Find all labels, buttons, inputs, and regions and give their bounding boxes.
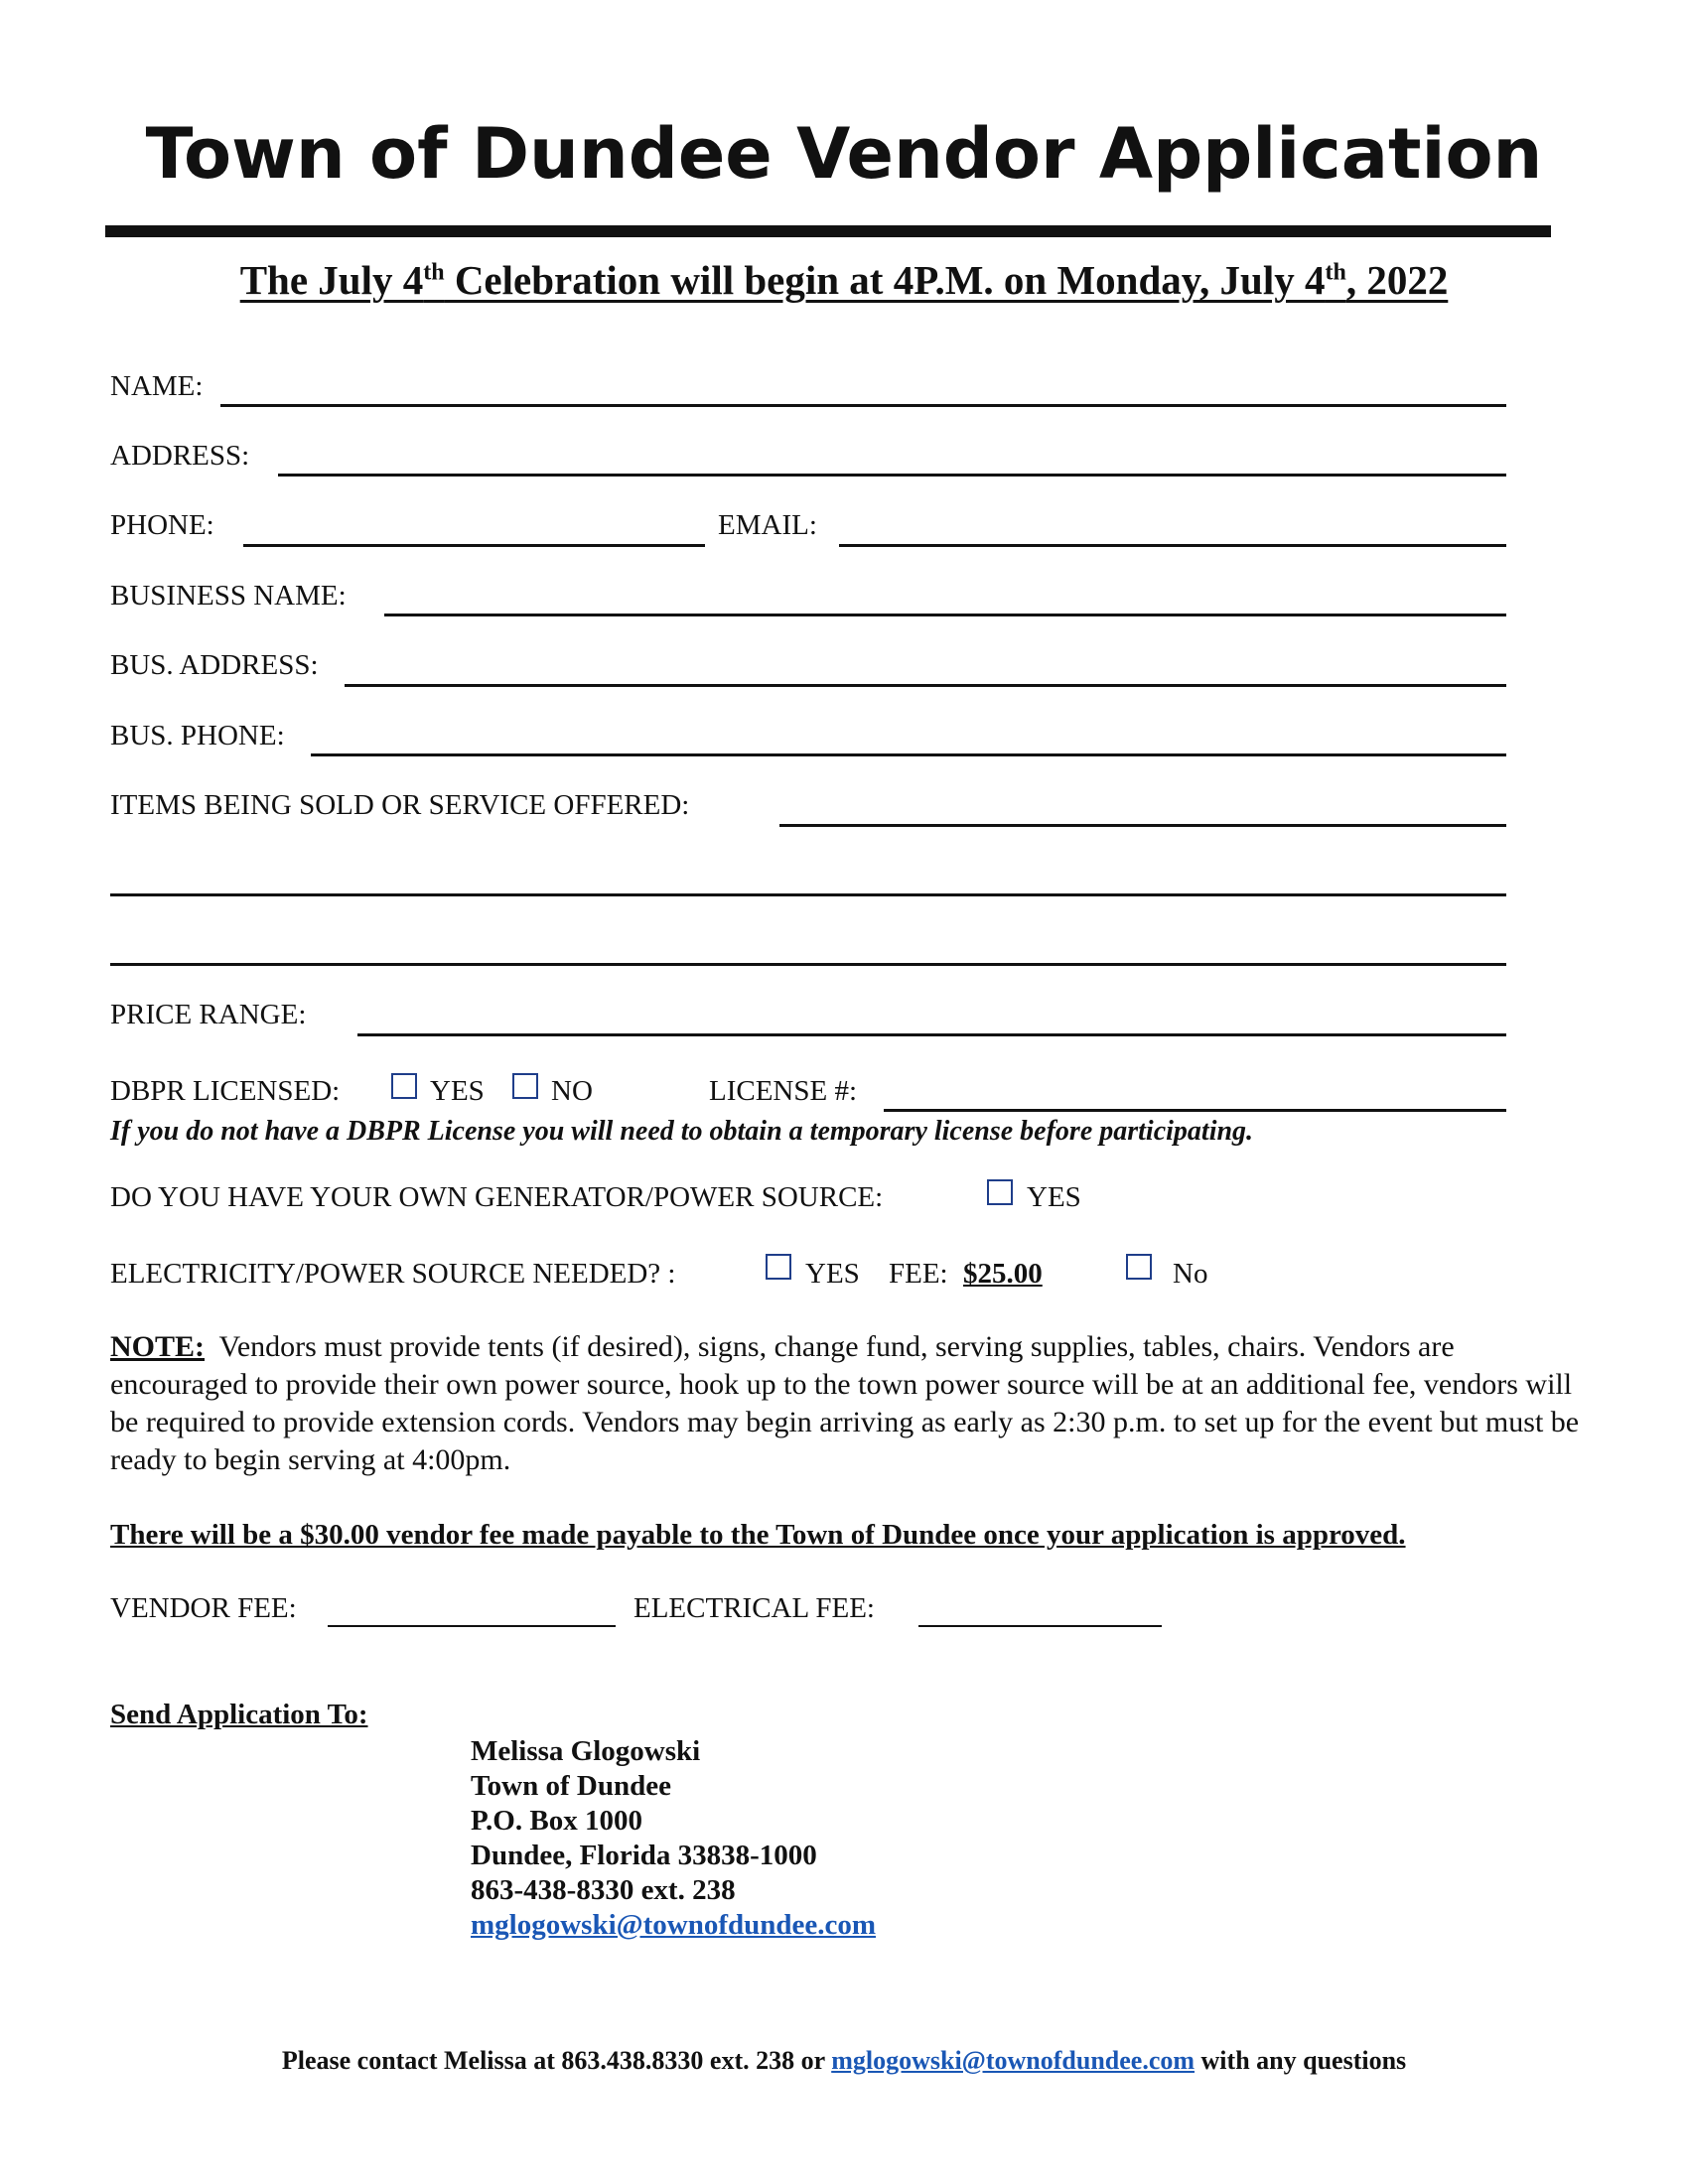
title-divider — [105, 225, 1551, 237]
dbpr-note: If you do not have a DBPR License you will need to obtain a temporary license before participating. — [110, 1116, 1254, 1147]
footer-after: with any questions — [1195, 2046, 1407, 2075]
items-label: ITEMS BEING SOLD OR SERVICE OFFERED: — [110, 789, 690, 821]
dbpr-label: DBPR LICENSED: — [110, 1075, 341, 1107]
contact-po-box: P.O. Box 1000 — [471, 1805, 642, 1837]
electricity-no-label: No — [1173, 1258, 1208, 1290]
address-field[interactable] — [278, 474, 1506, 477]
electrical-fee-field[interactable] — [918, 1625, 1162, 1627]
contact-email-link[interactable]: mglogowski@townofdundee.com — [471, 1909, 877, 1941]
contact-city: Dundee, Florida 33838-1000 — [471, 1840, 817, 1871]
phone-field[interactable] — [243, 544, 705, 547]
electricity-no-checkbox[interactable] — [1126, 1254, 1152, 1282]
license-label: LICENSE #: — [709, 1075, 858, 1107]
page-title: Town of Dundee Vendor Application — [145, 113, 1543, 195]
bus-address-field[interactable] — [345, 684, 1506, 687]
electricity-yes-checkbox[interactable] — [766, 1254, 791, 1282]
note-text: Vendors must provide tents (if desired), signs, change fund, serving supplies, tables, chairs. Vendors are encouraged to provide their own power source, hook up to the town power source will be at an additional fee, vendors will be required to provide extension cords. Vendors may begin arriving as early as 2:30 p.m. to set up for the event but must be ready to begin serving at 4:00pm. — [110, 1330, 1580, 1476]
electrical-fee-label: ELECTRICAL FEE: — [633, 1592, 875, 1624]
name-field[interactable] — [220, 404, 1506, 407]
bus-address-label: BUS. ADDRESS: — [110, 649, 319, 681]
subtitle-part2: Celebration will begin at 4P.M. on Monday, July 4 — [444, 257, 1326, 303]
footer-before: Please contact Melissa at 863.438.8330 ext. 238 or — [281, 2046, 832, 2075]
address-label: ADDRESS: — [110, 440, 250, 472]
send-to-heading: Send Application To: — [110, 1699, 368, 1730]
items-field[interactable] — [779, 824, 1506, 827]
contact-phone: 863-438-8330 ext. 238 — [471, 1874, 736, 1906]
items-field-line-3[interactable] — [110, 963, 1506, 966]
vendor-fee-label: VENDOR FEE: — [110, 1592, 297, 1624]
subtitle-part3: , 2022 — [1345, 257, 1449, 303]
send-to-address — [471, 1734, 876, 1943]
dbpr-yes-label: YES — [430, 1075, 485, 1107]
footer-contact — [0, 2046, 1688, 2076]
generator-label: DO YOU HAVE YOUR OWN GENERATOR/POWER SOURCE: — [110, 1181, 884, 1213]
email-field[interactable] — [839, 544, 1506, 547]
note-heading: NOTE: — [110, 1330, 206, 1363]
event-subtitle — [0, 256, 1688, 304]
bus-phone-label: BUS. PHONE: — [110, 720, 285, 751]
electricity-fee-label: FEE: — [889, 1258, 948, 1290]
bus-phone-field[interactable] — [311, 753, 1506, 756]
price-range-field[interactable] — [357, 1033, 1506, 1036]
generator-yes-label: YES — [1027, 1181, 1081, 1213]
phone-label: PHONE: — [110, 509, 214, 541]
electricity-yes-label: YES — [805, 1258, 860, 1290]
generator-yes-checkbox[interactable] — [987, 1179, 1013, 1207]
business-name-label: BUSINESS NAME: — [110, 580, 347, 612]
subtitle-part1: The July 4 — [239, 257, 424, 303]
subtitle-sup1: th — [423, 259, 445, 286]
license-field[interactable] — [884, 1109, 1506, 1112]
business-name-field[interactable] — [384, 614, 1506, 616]
dbpr-no-label: NO — [551, 1075, 593, 1107]
price-range-label: PRICE RANGE: — [110, 999, 307, 1030]
items-field-line-2[interactable] — [110, 893, 1506, 896]
electricity-label: ELECTRICITY/POWER SOURCE NEEDED? : — [110, 1258, 676, 1290]
name-label: NAME: — [110, 370, 204, 402]
contact-name: Melissa Glogowski — [471, 1735, 701, 1767]
note-paragraph — [110, 1328, 1580, 1479]
vendor-fee-notice: There will be a $30.00 vendor fee made payable to the Town of Dundee once your application is approved. — [110, 1519, 1406, 1551]
footer-email-link[interactable]: mglogowski@townofdundee.com — [831, 2046, 1196, 2075]
email-label: EMAIL: — [718, 509, 817, 541]
dbpr-yes-checkbox[interactable] — [391, 1073, 417, 1101]
electricity-fee-value: $25.00 — [963, 1258, 1043, 1290]
vendor-fee-field[interactable] — [328, 1625, 616, 1627]
contact-org: Town of Dundee — [471, 1770, 671, 1802]
subtitle-sup2: th — [1325, 259, 1346, 286]
dbpr-no-checkbox[interactable] — [512, 1073, 538, 1101]
